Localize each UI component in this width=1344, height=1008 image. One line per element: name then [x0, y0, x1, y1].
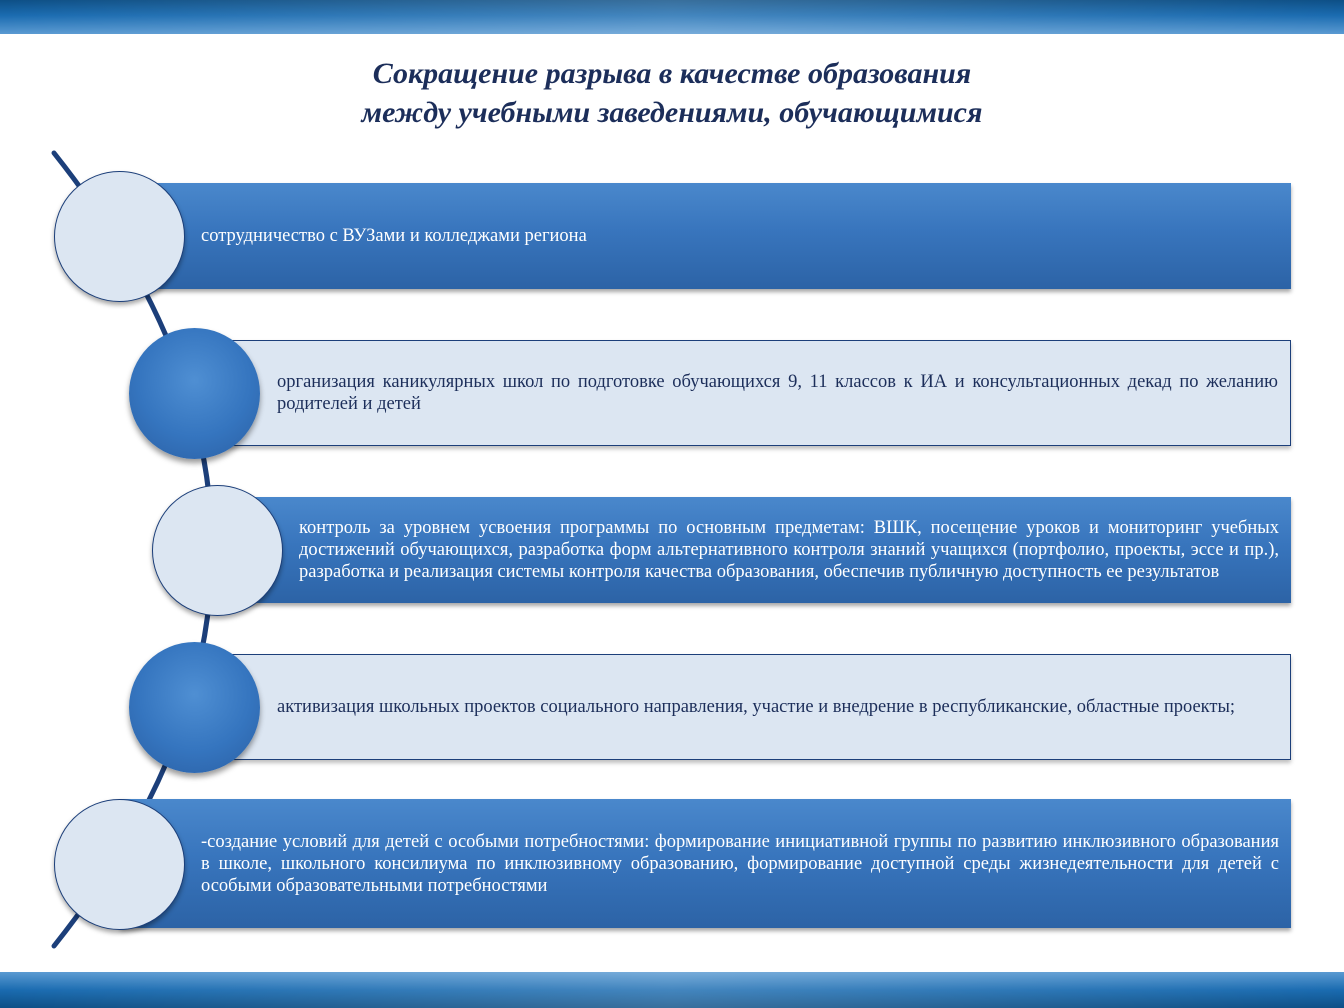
- item-box-2: [195, 340, 1291, 446]
- item-box-3: [218, 497, 1291, 603]
- item-text-5: -создание условий для детей с особыми потребностями: формирование инициативной группы по развитию инклюзивного образования в школе, школьного консилиума по инклюзивному образованию, формирование доступной среды жизнедеятельности для детей с особыми образовательными потребностями: [201, 831, 1279, 896]
- bottom-band: [0, 972, 1344, 1008]
- item-circle-5: [54, 799, 185, 930]
- item-box-5: [120, 799, 1291, 928]
- item-circle-4: [129, 642, 260, 773]
- item-box-4: [195, 654, 1291, 760]
- title-line-2: между учебными заведениями, обучающимися: [361, 96, 983, 129]
- item-box-1: [120, 183, 1291, 289]
- item-circle-1: [54, 171, 185, 302]
- item-text-3: контроль за уровнем усвоения программы по основным предметам: ВШК, посещение уроков и мониторинг учебных достижений обучающихся, разработка форм альтернативного контроля знаний учащихся (портфолио, проекты, эссе и пр.), разработка и реализация системы контроля качества образования, обеспечив публичную доступность ее результатов: [299, 518, 1279, 582]
- item-text-4: активизация школьных проектов социального направления, участие и внедрение в республиканские, областные проекты;: [277, 697, 1236, 717]
- item-text-2: организация каникулярных школ по подготовке обучающихся 9, 11 классов к ИА и консультационных декад по желанию родителей и детей: [277, 372, 1278, 414]
- item-circle-2: [129, 328, 260, 459]
- title-line-1: Сокращение разрыва в качестве образования: [372, 57, 972, 90]
- item-circle-3: [152, 485, 283, 616]
- item-text-1: сотрудничество с ВУЗами и колледжами региона: [201, 226, 587, 246]
